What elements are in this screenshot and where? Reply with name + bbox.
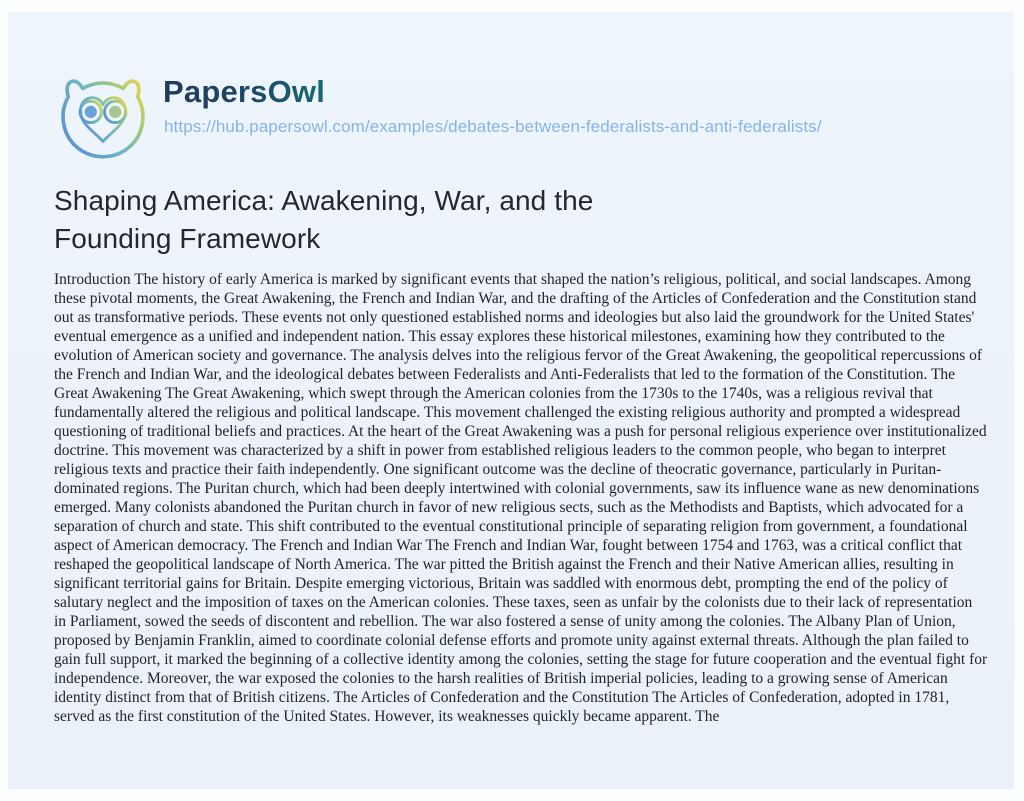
page-title-line2: Founding Framework <box>54 223 321 254</box>
papersowl-owl-logo-icon <box>52 66 154 168</box>
essay-body-text: Introduction The history of early America is marked by significant events that shaped the nation’s religious, political, and social landscapes. Among these pivotal moments, the Great Awakening, the French and Indian War, and the drafting of the Articles of Confederation and the Constitution stand out as transformative periods. These events not only questioned established norms and ideologies but also laid the groundwork for the United States' eventual emergence as a unified and independent nation. This essay explores these historical milestones, examining how they contributed to the evolution of American society and governance. The analysis delves into the religious fervor of the Great Awakening, the geopolitical repercussions of the French and Indian War, and the ideological debates between Federalists and Anti-Federalists that led to the formation of the Constitution. The Great Awakening The Great Awakening, which swept through the American colonies from the 1730s to the 1740s, was a religious revival that fundamentally altered the religious and political landscape. This movement challenged the existing religious authority and prompted a widespread questioning of traditional beliefs and practices. At the heart of the Great Awakening was a push for personal religious experience over institutionalized doctrine. This movement was characterized by a shift in power from established religious leaders to the common people, who began to interpret religious texts and practice their faith independently. One significant outcome was the decline of theocratic governance, particularly in Puritan-dominated regions. The Puritan church, which had been deeply intertwined with colonial governments, saw its influence wane as new denominations emerged. Many colonists abandoned the Puritan church in favor of new religious sects, such as the Methodists and Baptists, which advocated for a separation of church and state. This shift contributed to the eventual constitutional principle of separating religion from government, a foundational aspect of American democracy. The French and Indian War The French and Indian War, fought between 1754 and 1763, was a critical conflict that reshaped the geopolitical landscape of North America. The war pitted the British against the French and their Native American allies, resulting in significant territorial gains for Britain. Despite emerging victorious, Britain was saddled with enormous debt, prompting the end of the policy of salutary neglect and the imposition of taxes on the American colonies. These taxes, seen as unfair by the colonists due to their lack of representation in Parliament, sowed the seeds of discontent and rebellion. The war also fostered a sense of unity among the colonies. The Albany Plan of Union, proposed by Benjamin Franklin, aimed to coordinate colonial defense efforts and promote unity against external threats. Although the plan failed to gain full support, it marked the beginning of a collective identity among the colonies, setting the stage for future cooperation and the eventual fight for independence. Moreover, the war exposed the colonies to the harsh realities of British imperial policies, leading to a growing sense of American identity distinct from that of British citizens. The Articles of Confederation and the Constitution The Articles of Confederation, adopted in 1781, served as the first constitution of the United States. However, its weaknesses quickly became apparent. The <box>54 271 988 725</box>
brand-title: PapersOwl <box>163 74 326 109</box>
page-title-line1: Shaping America: Awakening, War, and the <box>54 185 594 216</box>
page-title <box>54 182 593 258</box>
page-panel <box>8 12 1014 789</box>
source-url-link[interactable]: https://hub.papersowl.com/examples/debates-between-federalists-and-anti-federalists/ <box>164 117 822 136</box>
